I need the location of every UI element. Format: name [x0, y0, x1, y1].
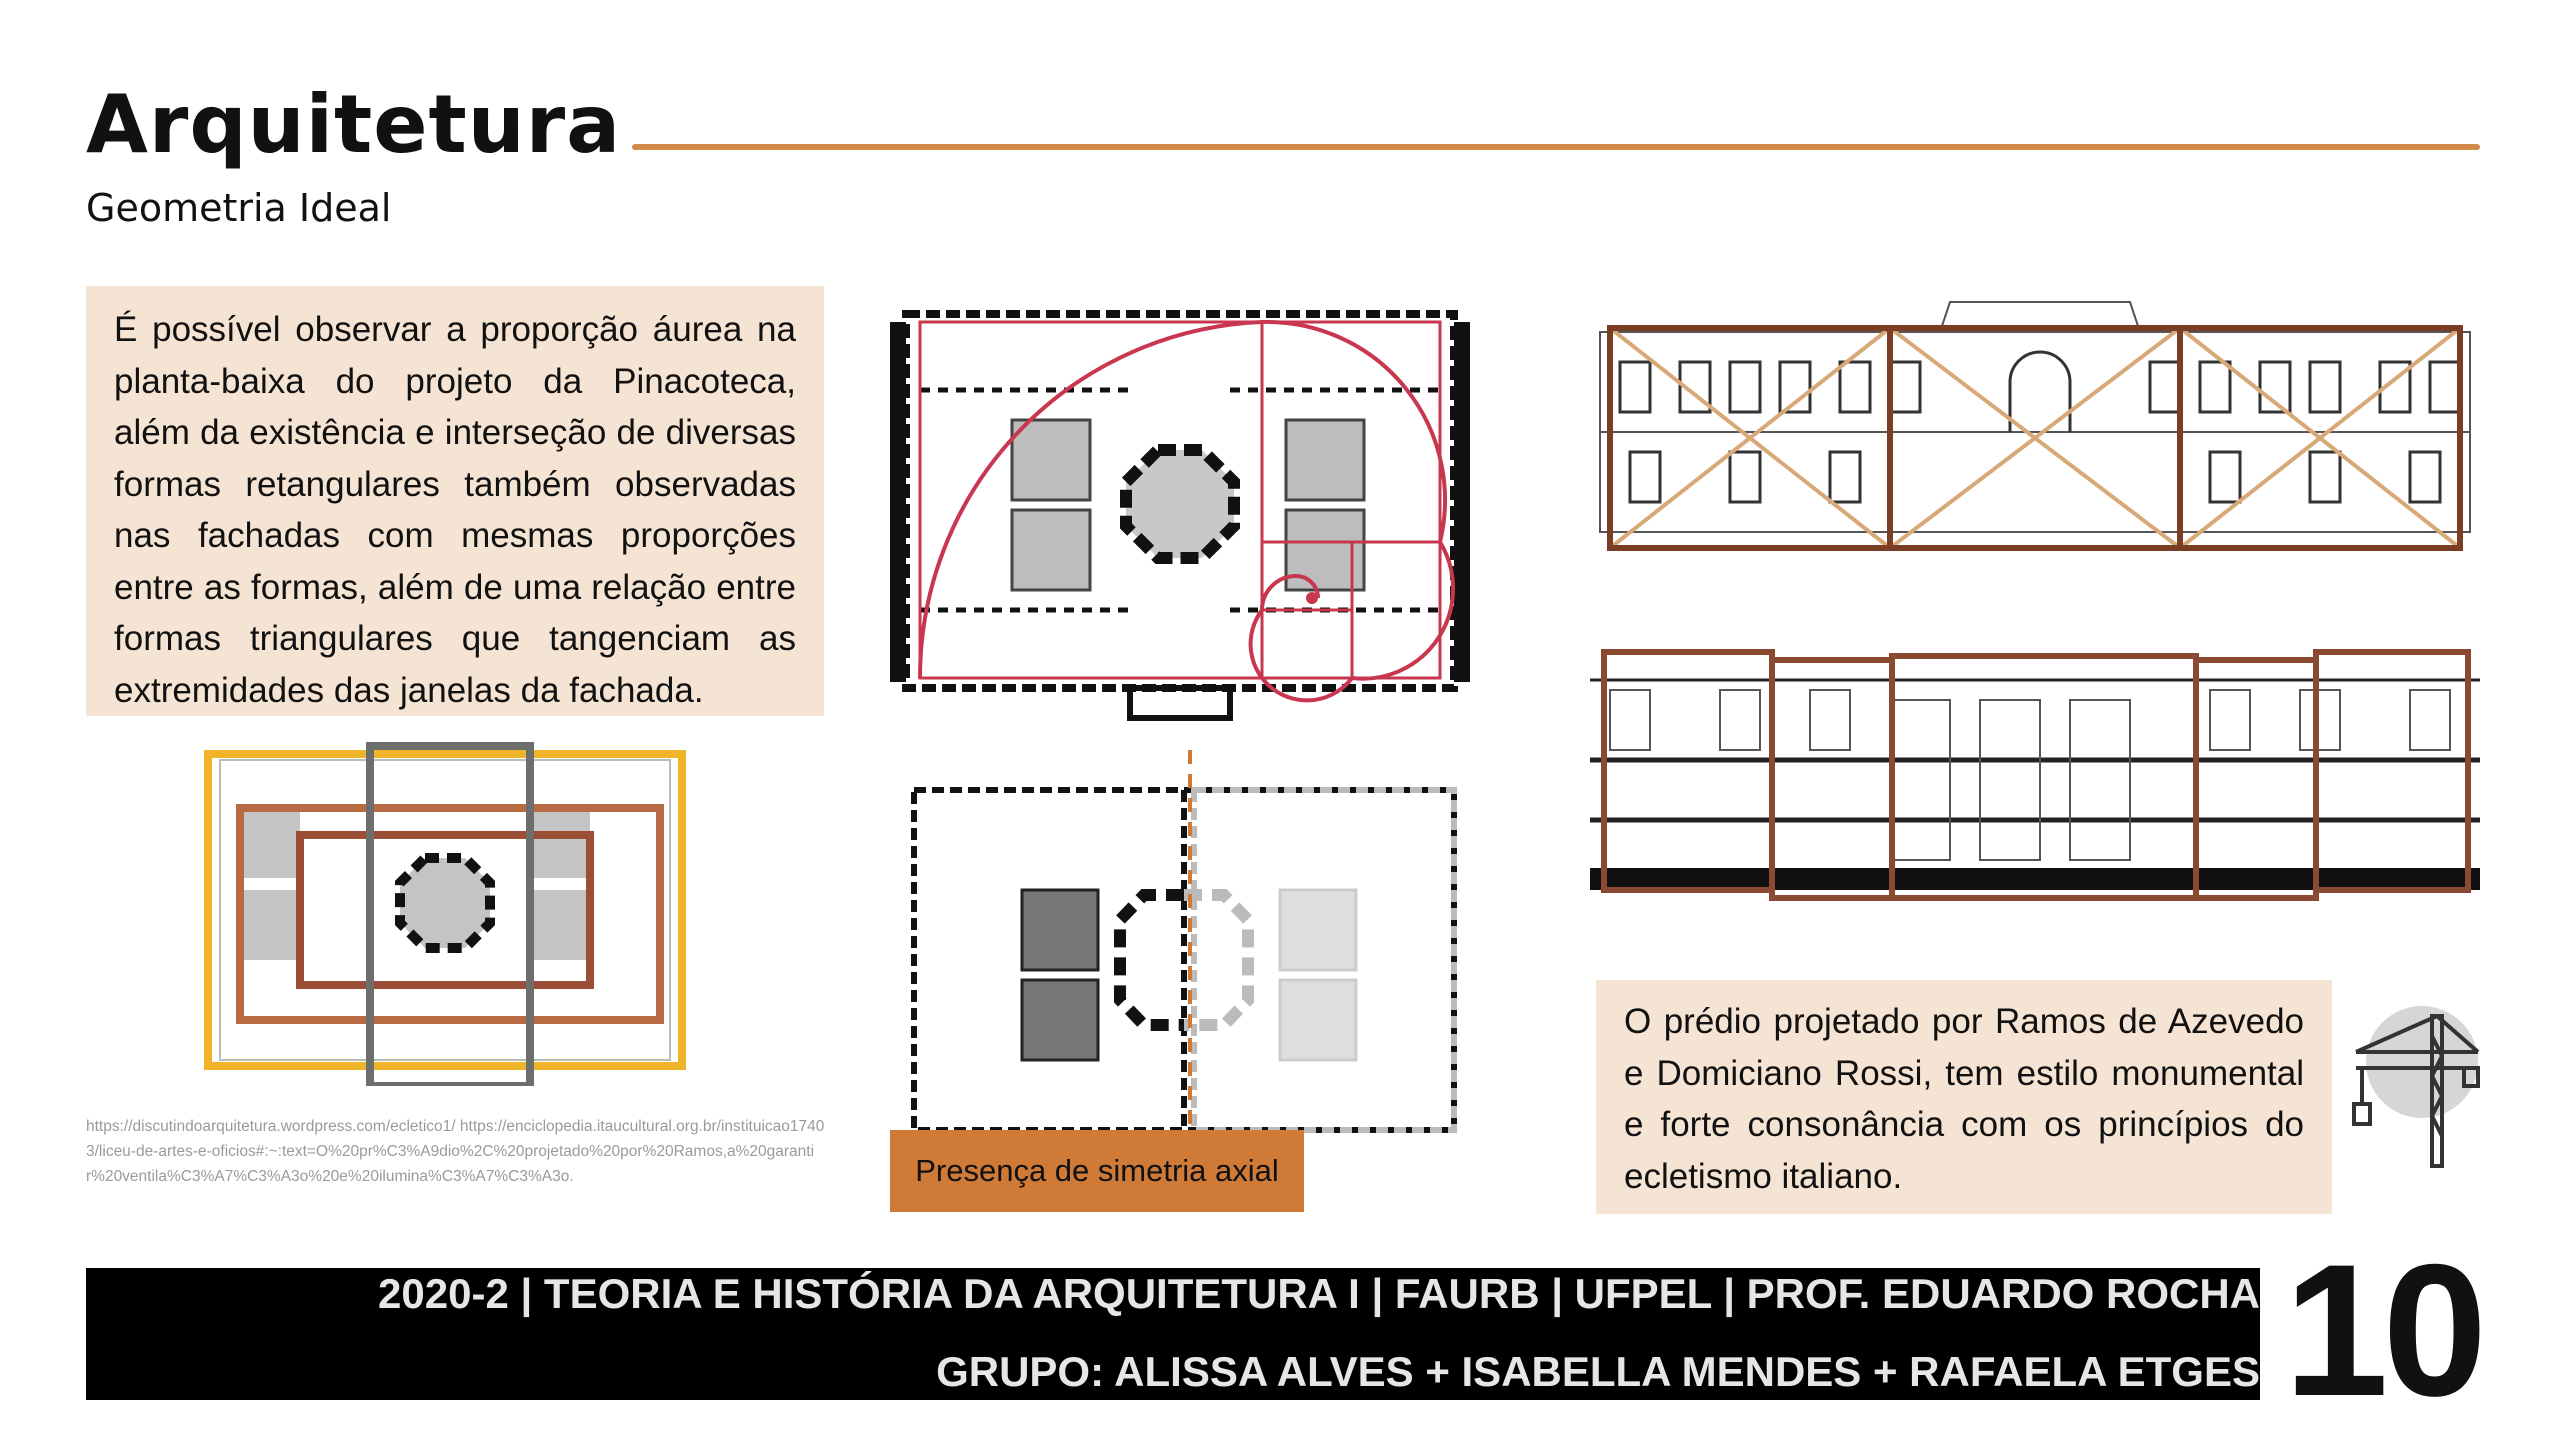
title-divider	[632, 144, 2480, 150]
course-info: 2020-2 | TEORIA E HISTÓRIA DA ARQUITETURA I | FAURB | UFPEL | PROF. EDUARDO ROCHA	[378, 1270, 2260, 1317]
eclecticism-paragraph: O prédio projetado por Ramos de Azevedo e Domiciano Rossi, tem estilo monumental e forte consonância com os princípios do ecletismo italiano.	[1596, 980, 2332, 1214]
slide-title: Arquitetura	[86, 78, 622, 171]
floor-plan-symmetry-image	[900, 750, 1470, 1140]
floor-plan-rectangles-image	[200, 740, 690, 1086]
page-number: 10	[2284, 1225, 2482, 1435]
facade-elevation-image	[1590, 292, 2480, 562]
golden-ratio-paragraph: É possível observar a proporção áurea na planta-baixa do projeto da Pinacoteca, além da existência e interseção de diversas formas retangulares também observadas nas fachadas com mesmas proporções entre as formas, além de uma relação entre formas triangulares que tangenciam as extremidades das janelas da fachada.	[86, 286, 824, 716]
group-members: GRUPO: ALISSA ALVES + ISABELLA MENDES + RAFAELA ETGES	[936, 1348, 2260, 1395]
building-section-image	[1590, 630, 2480, 910]
source-links[interactable]: https://discutindoarquitetura.wordpress.com/ecletico1/ https://enciclopedia.itaucultural.org.br/instituicao17403/liceu-de-artes-e-oficios#:~:text=O%20pr%C3%A9dio%2C%20projetado%20por%20Ramos,a%20garantir%20ventila%C3%A7%C3%A3o%20e%20ilumina%C3%A7%C3%A3o.	[86, 1118, 825, 1185]
crane-icon	[2348, 1006, 2484, 1168]
floor-plan-golden-spiral-image	[880, 270, 1480, 730]
slide-subtitle: Geometria Ideal	[86, 186, 392, 230]
symmetry-caption: Presença de simetria axial	[890, 1130, 1304, 1212]
